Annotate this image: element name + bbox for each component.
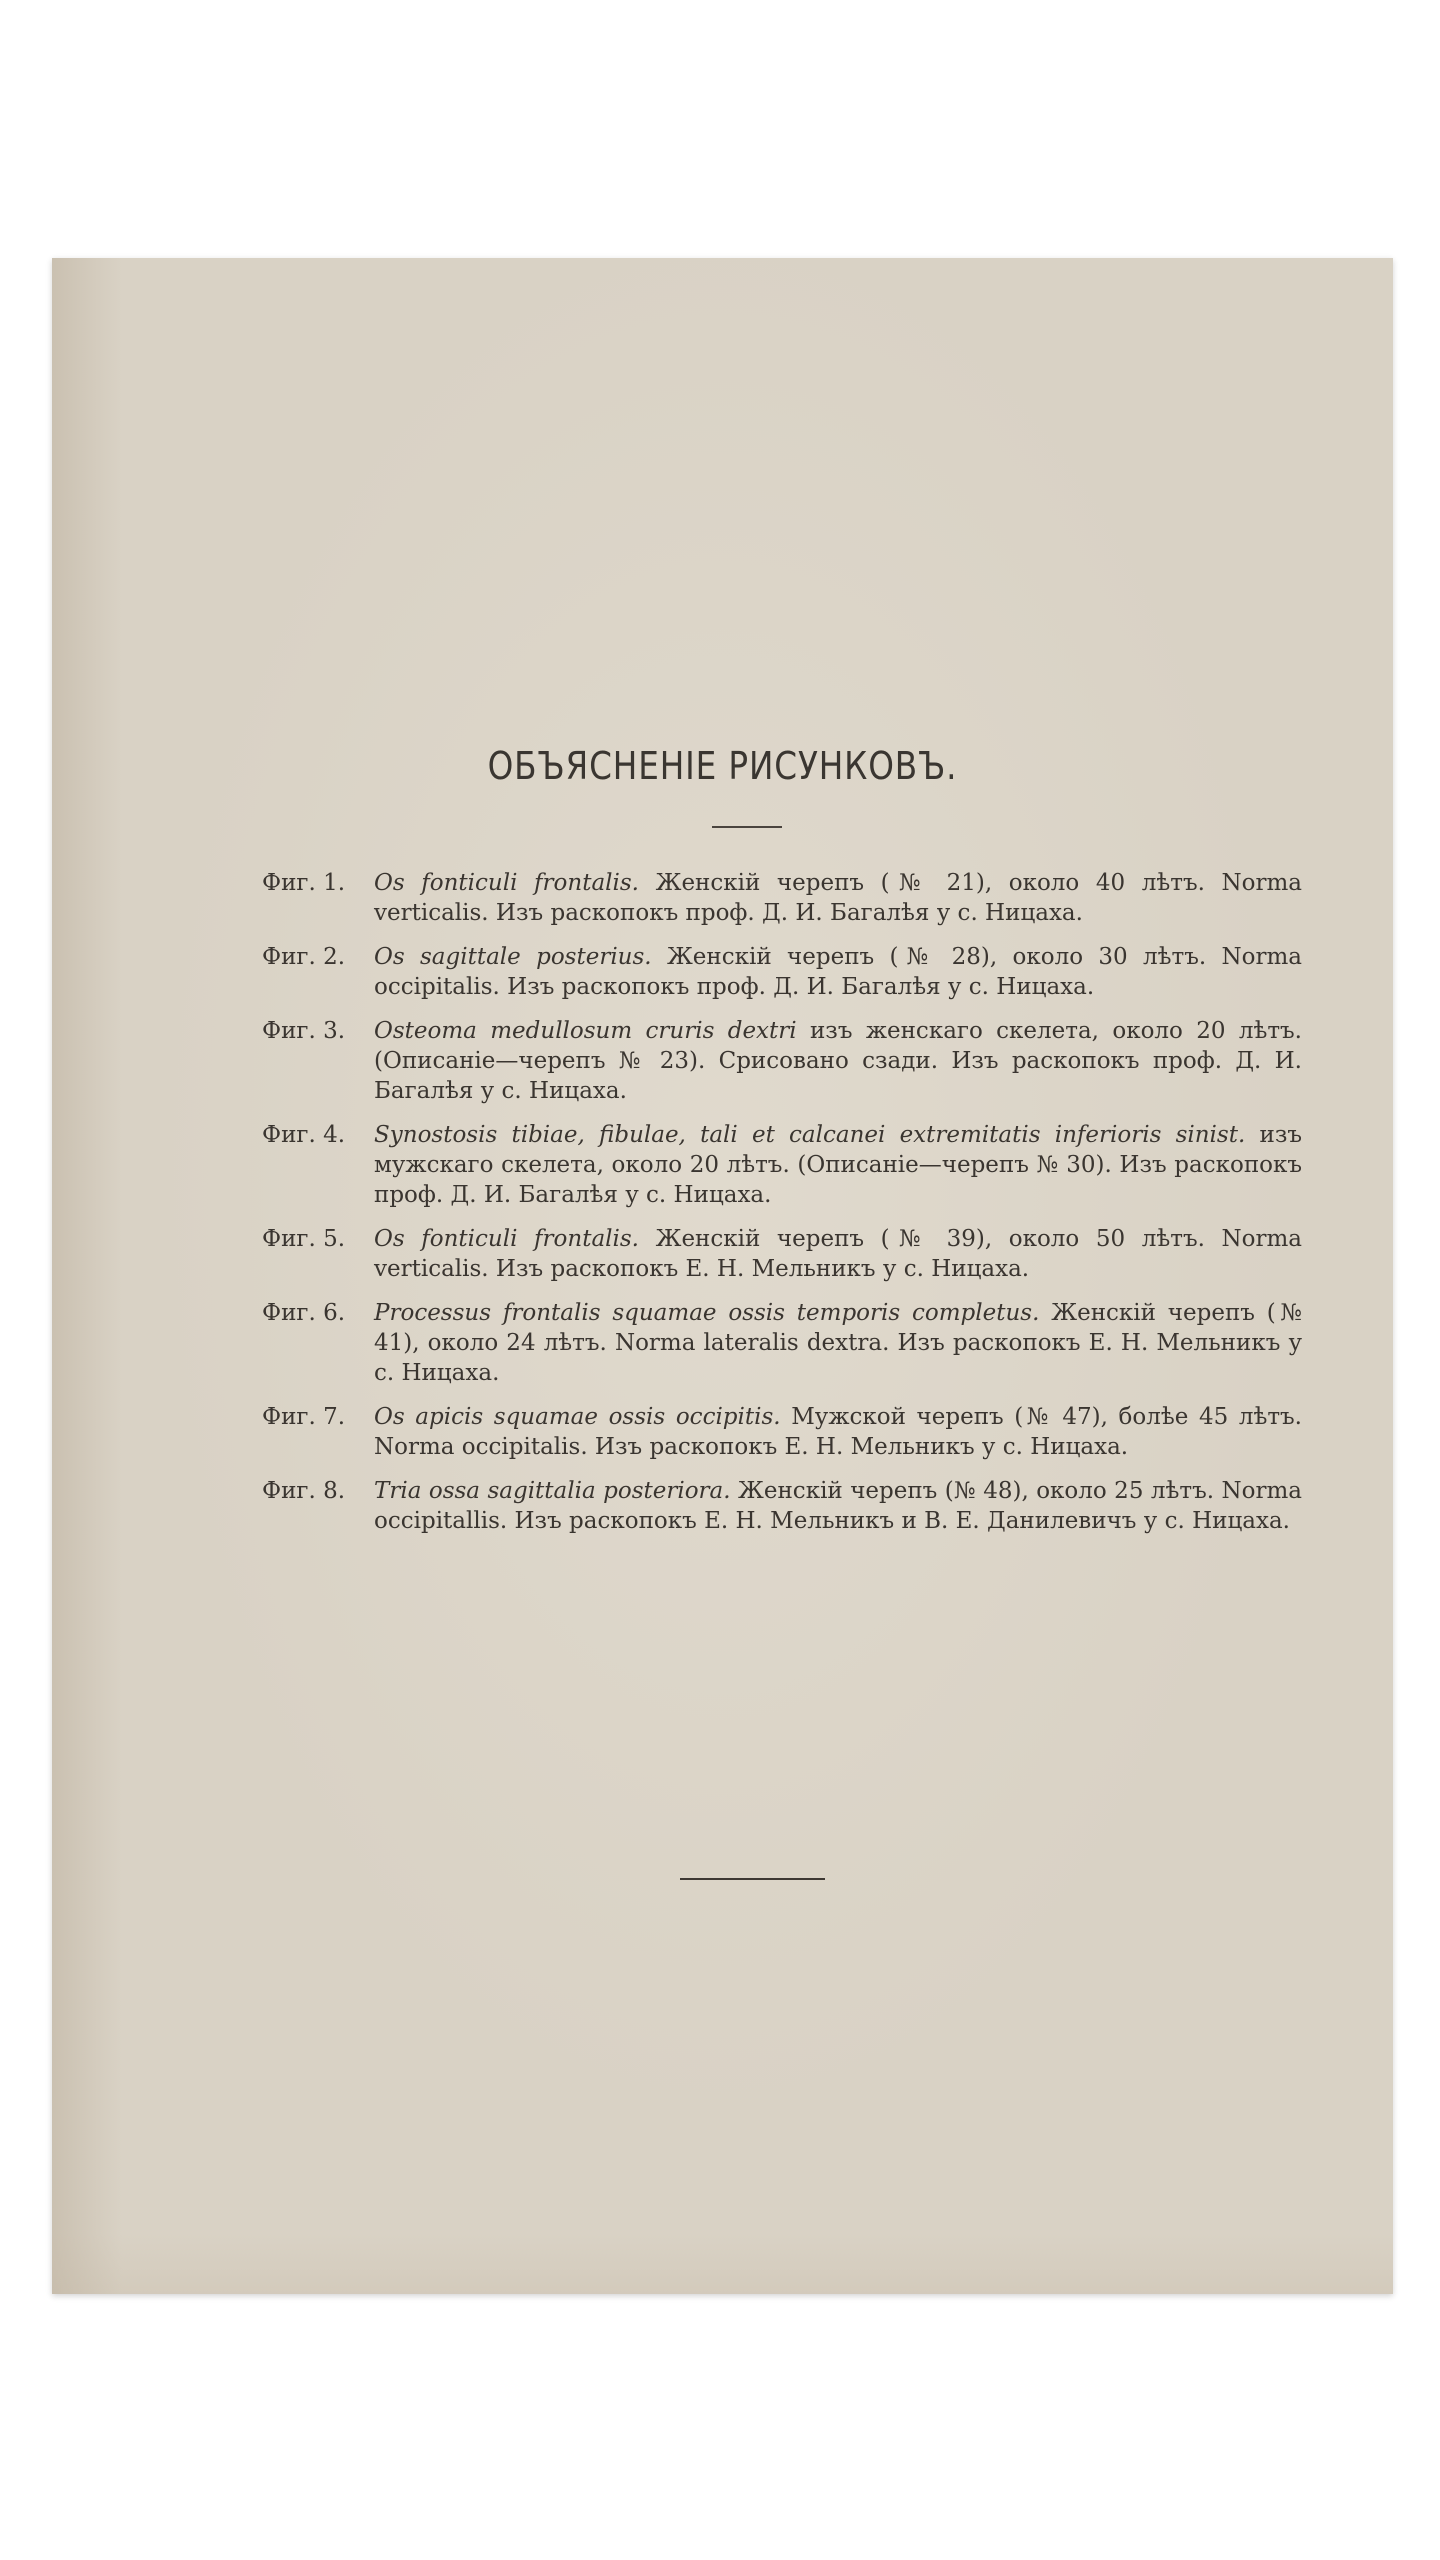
figure-entry-7 xyxy=(262,1402,1302,1462)
figure-description xyxy=(374,868,1302,928)
latin-term: Os fonticuli frontalis. xyxy=(374,1226,639,1252)
figure-description xyxy=(374,1476,1302,1536)
description-text: Женскій черепъ (№ 39), около 50 лѣтъ. Norma verticalis. Изъ раскопокъ Е. Н. Мельникъ у с. Ницаха. xyxy=(374,1226,1302,1282)
figure-label: Фиг. 8. xyxy=(262,1478,346,1504)
figure-list xyxy=(262,868,1302,1550)
figure-description xyxy=(374,1016,1302,1106)
latin-term: Os sagittale posterius. xyxy=(374,944,652,970)
figure-label: Фиг. 2. xyxy=(262,944,346,970)
figure-label: Фиг. 1. xyxy=(262,870,346,896)
document-page xyxy=(52,258,1393,2294)
description-text: Женскій черепъ (№ 41), около 24 лѣтъ. Norma lateralis dextra. Изъ раскопокъ Е. Н. Мельникъ у с. Ницаха. xyxy=(374,1300,1302,1386)
figure-label: Фиг. 3. xyxy=(262,1018,346,1044)
closing-divider xyxy=(680,1878,825,1880)
latin-term: Synostosis tibiae, fibulae, tali et calcanei extremitatis inferioris sinist. xyxy=(374,1122,1246,1148)
description-text: Мужской черепъ (№ 47), болѣе 45 лѣтъ. Norma occipitalis. Изъ раскопокъ Е. Н. Мельникъ у с. Ницаха. xyxy=(374,1404,1302,1460)
title-divider xyxy=(712,826,782,828)
latin-term: Os fonticuli frontalis. xyxy=(374,870,639,896)
latin-term: Osteoma medullosum cruris dextri xyxy=(374,1018,797,1044)
figure-entry-1 xyxy=(262,868,1302,928)
figure-entry-3 xyxy=(262,1016,1302,1106)
description-text: изъ мужскаго скелета, около 20 лѣтъ. (Описаніе—черепъ № 30). Изъ раскопокъ проф. Д. И. Багалѣя у с. Ницаха. xyxy=(374,1122,1303,1208)
figure-label: Фиг. 7. xyxy=(262,1404,346,1430)
description-text: Женскій черепъ (№ 21), около 40 лѣтъ. Norma verticalis. Изъ раскопокъ проф. Д. И. Багалѣя у с. Ницаха. xyxy=(374,870,1302,926)
figure-description xyxy=(374,1224,1302,1284)
figure-description xyxy=(374,1120,1302,1210)
figure-label: Фиг. 5. xyxy=(262,1226,346,1252)
figure-entry-6 xyxy=(262,1298,1302,1388)
figure-label: Фиг. 6. xyxy=(262,1300,346,1326)
figure-description xyxy=(374,1402,1302,1462)
description-text: изъ женскаго скелета, около 20 лѣтъ. (Описаніе—черепъ № 23). Срисовано сзади. Изъ раскопокъ проф. Д. И. Багалѣя у с. Ницаха. xyxy=(374,1018,1302,1104)
figure-description xyxy=(374,1298,1302,1388)
figure-entry-5 xyxy=(262,1224,1302,1284)
figure-entry-4 xyxy=(262,1120,1302,1210)
latin-term: Processus frontalis squamae ossis temporis completus. xyxy=(374,1300,1040,1326)
description-text: Женскій черепъ (№ 48), около 25 лѣтъ. Norma occipitallis. Изъ раскопокъ Е. Н. Мельникъ и В. Е. Данилевичъ у с. Ницаха. xyxy=(374,1478,1302,1534)
figure-label: Фиг. 4. xyxy=(262,1122,346,1148)
latin-term: Tria ossa sagittalia posteriora. xyxy=(374,1478,731,1504)
page-title: ОБЪЯСНЕНІЕ РИСУНКОВЪ. xyxy=(487,744,958,788)
figure-entry-8 xyxy=(262,1476,1302,1536)
figure-entry-2 xyxy=(262,942,1302,1002)
description-text: Женскій черепъ (№ 28), около 30 лѣтъ. Norma occipitalis. Изъ раскопокъ проф. Д. И. Багалѣя у с. Ницаха. xyxy=(374,944,1302,1000)
figure-description xyxy=(374,942,1302,1002)
latin-term: Os apicis squamae ossis occipitis. xyxy=(374,1404,781,1430)
